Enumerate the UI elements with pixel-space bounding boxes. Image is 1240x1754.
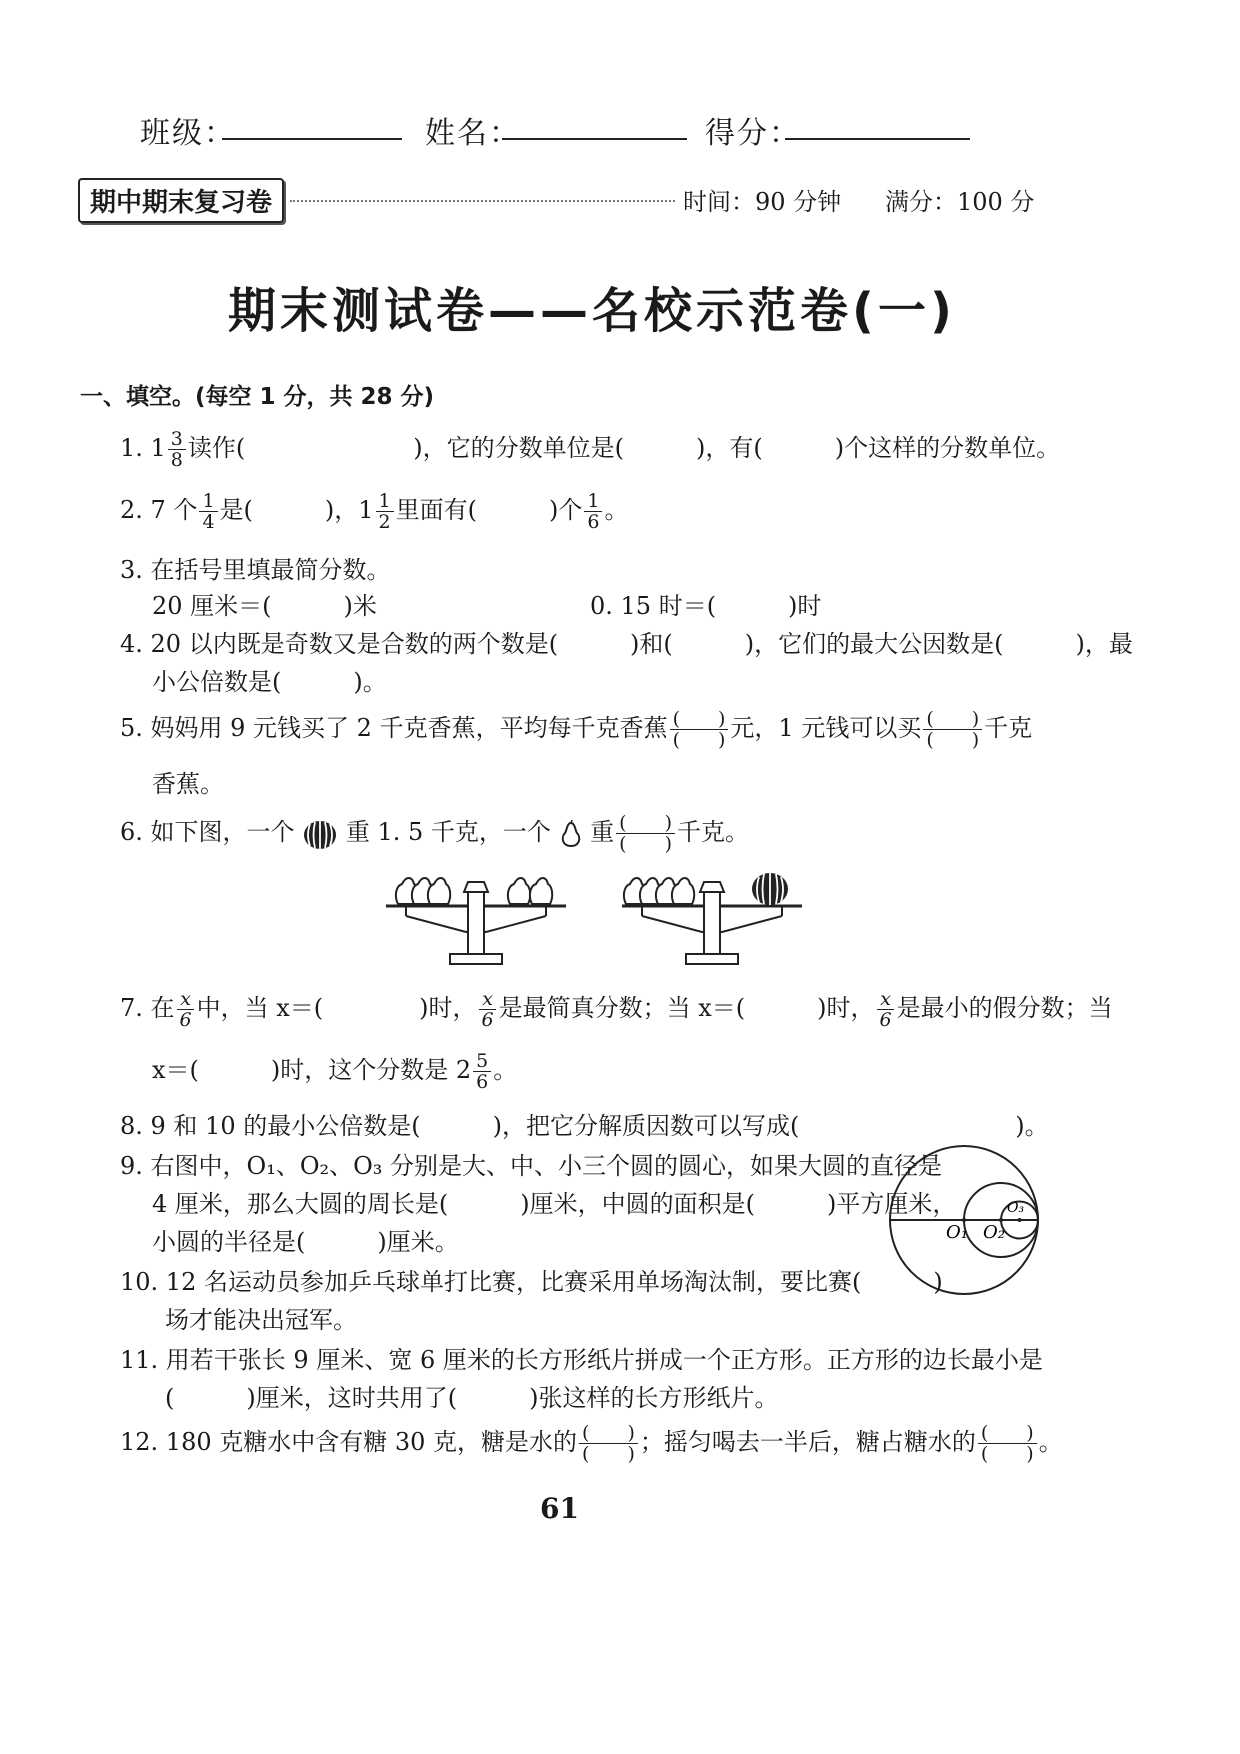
label-o2: O₂: [983, 1222, 1005, 1243]
label-o3: O₃: [1007, 1200, 1025, 1216]
question-11: 11. 用若干张长 9 厘米、宽 6 厘米的长方形纸片拼成一个正方形。正方形的边长最小是: [120, 1346, 1043, 1374]
exam-type-tag: 期中期末复习卷: [78, 178, 284, 223]
score-label: 得分：: [705, 116, 801, 151]
question-9-line3: 小圆的半径是( )厘米。: [152, 1228, 459, 1256]
class-field[interactable]: [222, 138, 402, 140]
label-o1: O₁: [946, 1222, 968, 1243]
question-8: 8. 9 和 10 的最小公倍数是( )，把它分解质因数可以写成( )。: [120, 1112, 1049, 1140]
question-1: 1. 1 $\frac{3}{8}$ 读作( )，它的分数单位是( )，有( )个这样的分数单位。: [120, 428, 1061, 471]
section-heading: 一、填空。(每空 1 分，共 28 分): [80, 384, 435, 410]
question-6: 6. 如下图，一个 重 1. 5 千克，一个 重 $\frac{( )}{( )}$ 千克。: [120, 812, 749, 855]
question-5: 5. 妈妈用 9 元钱买了 2 千克香蕉，平均每千克香蕉 $\frac{( )}{( )}$ 元，1 元钱可以买 $\frac{( )}{( )}$ 千克: [120, 708, 1033, 751]
score-field[interactable]: [785, 138, 970, 140]
question-9: 9. 右图中，O₁、O₂、O₃ 分别是大、中、小三个圆的圆心，如果大圆的直径是: [120, 1152, 943, 1180]
question-7-cont: x＝( )时，这个分数是 2 $\frac{5}{6}$ 。: [152, 1050, 518, 1093]
question-9-line2: 4 厘米，那么大圆的周长是( )厘米，中圆的面积是( )平方厘米，: [152, 1190, 957, 1218]
question-3b: 0. 15 时＝( )时: [590, 592, 822, 620]
time-info: 时间：90 分钟: [683, 188, 842, 216]
question-11-cont: ( )厘米，这时共用了( )张这样的长方形纸片。: [165, 1384, 779, 1412]
question-5-cont: 香蕉。: [152, 770, 224, 798]
question-10: 10. 12 名运动员参加乒乓球单打比赛，比赛采用单场淘汰制，要比赛( ): [120, 1268, 943, 1296]
page-number: 61: [540, 1492, 579, 1525]
full-score-info: 满分：100 分: [885, 188, 1035, 216]
dotted-divider: [290, 200, 675, 202]
question-4-cont: 小公倍数是( )。: [152, 668, 387, 696]
question-7: 7. 在 $\frac{x}{6}$ 中，当 x＝( )时， $\frac{x}{6}$ 是最简真分数；当 x＝( )时， $\frac{x}{6}$ 是最小的假分数；当: [120, 988, 1113, 1031]
left-balance-scale: [386, 878, 566, 964]
question-3a: 20 厘米＝( )米: [152, 592, 377, 620]
fraction: $\frac{3}{8}$: [168, 429, 186, 470]
name-field[interactable]: [502, 138, 687, 140]
watermelon-icon: [302, 818, 338, 850]
class-label: 班级：: [140, 116, 236, 151]
question-4: 4. 20 以内既是奇数又是合数的两个数是( )和( )，它们的最大公因数是( )，最: [120, 630, 1133, 658]
pear-icon: [559, 820, 583, 848]
question-2: 2. 7 个 $\frac{1}{4}$ 是( )，1 $\frac{1}{2}$ 里面有( )个 $\frac{1}{6}$ 。: [120, 490, 629, 533]
question-12: 12. 180 克糖水中含有糖 30 克，糖是水的 $\frac{( )}{( )}$ ；摇匀喝去一半后，糖占糖水的 $\frac{( )}{( )}$ 。: [120, 1422, 1063, 1465]
question-3: 3. 在括号里填最简分数。: [120, 556, 391, 584]
question-10-cont: 场才能决出冠军。: [165, 1306, 357, 1334]
name-label: 姓名：: [425, 116, 521, 151]
page-title: 期末测试卷——名校示范卷(一): [228, 283, 956, 339]
balance-scales-figure: [380, 862, 830, 970]
right-balance-scale: [622, 873, 802, 964]
